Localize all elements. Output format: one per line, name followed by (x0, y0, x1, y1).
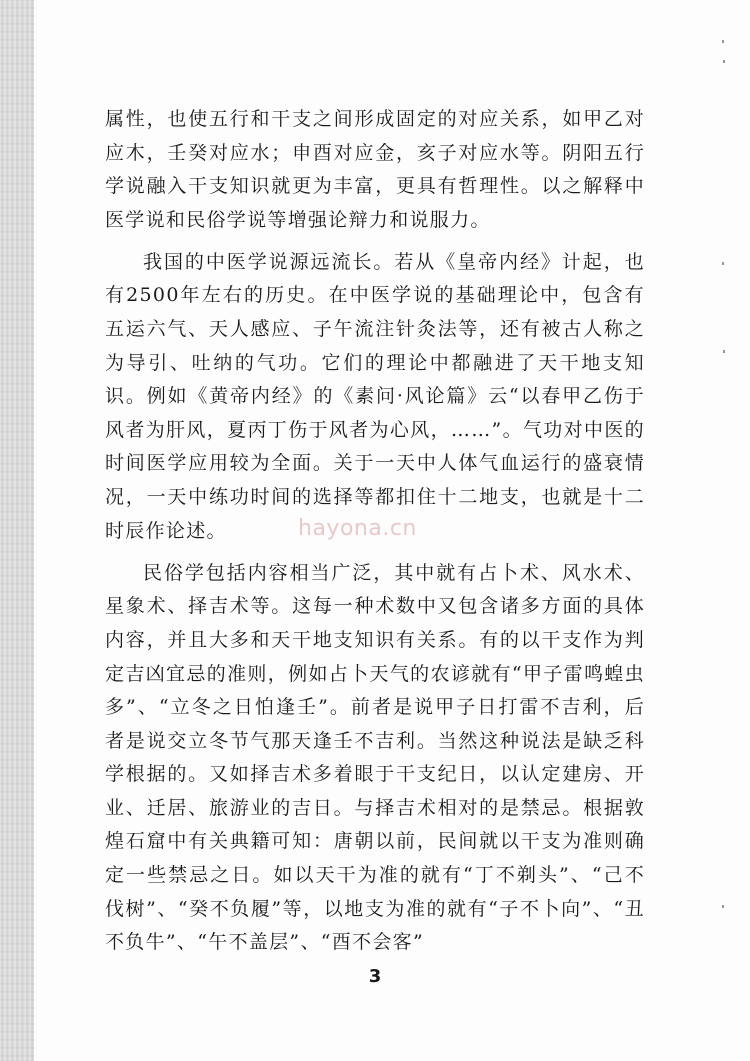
scan-speck (723, 350, 725, 353)
paragraph-continued: 属性，也使五行和干支之间形成固定的对应关系，如甲乙对应木，壬癸对应水；申酉对应金，亥子对应水等。阴阳五行学说融入干支知识就更为丰富，更具有哲理性。以之解释中医学说和民俗学说等增强论辩力和说服力。 (105, 108, 645, 231)
scan-speck (723, 60, 725, 63)
paragraph-folklore: 民俗学包括内容相当广泛，其中就有占卜术、风水术、星象术、择吉术等。这每一种术数中又包含诸多方面的具体内容，并且大多和天干地支知识有关系。有的以干支作为判定吉凶宜忌的准则，例如占卜天气的农谚就有“甲子雷鸣蝗虫多”、“立冬之日怕逢壬”。前者是说甲子日打雷不吉利，后者是说交立冬节气那天逢壬不吉利。当然这种说法是缺乏科学根据的。又如择吉术多着眼于干支纪日，以认定建房、开业、迁居、旅游业的吉日。与择吉术相对的是禁忌。根据敦煌石窟中有关典籍可知：唐朝以前，民间就以干支为准则确定一些禁忌之日。如以天干为准的就有“丁不剃头”、“己不伐树”、“癸不负履”等，以地支为准的就有“子不卜向”、“丑不负牛”、“午不盖层”、“酉不会客” (105, 561, 645, 954)
scan-speck (722, 40, 724, 43)
page-number: 3 (368, 966, 382, 987)
scan-speck (722, 262, 724, 265)
watermark: hayona.cn (298, 516, 417, 541)
scan-speck (722, 905, 724, 908)
paragraph-medicine: 我国的中医学说源远流长。若从《皇帝内经》计起，也有2500年左右的历史。在中医学说的基础理论中，包含有五运六气、天人感应、子午流注针灸法等，还有被古人称之为导引、吐纳的气功。它们的理论中都融进了天干地支知识。例如《黄帝内经》的《素问·风论篇》云“以春甲乙伤于风者为肝风，夏丙丁伤于风者为心风，……”。气功对中医的时间医学应用较为全面。关于一天中人体气血运行的盛衰情况，一天中练功时间的选择等都扣住十二地支，也就是十二时辰作论述。 (105, 250, 645, 542)
binding-edge (0, 0, 34, 1061)
